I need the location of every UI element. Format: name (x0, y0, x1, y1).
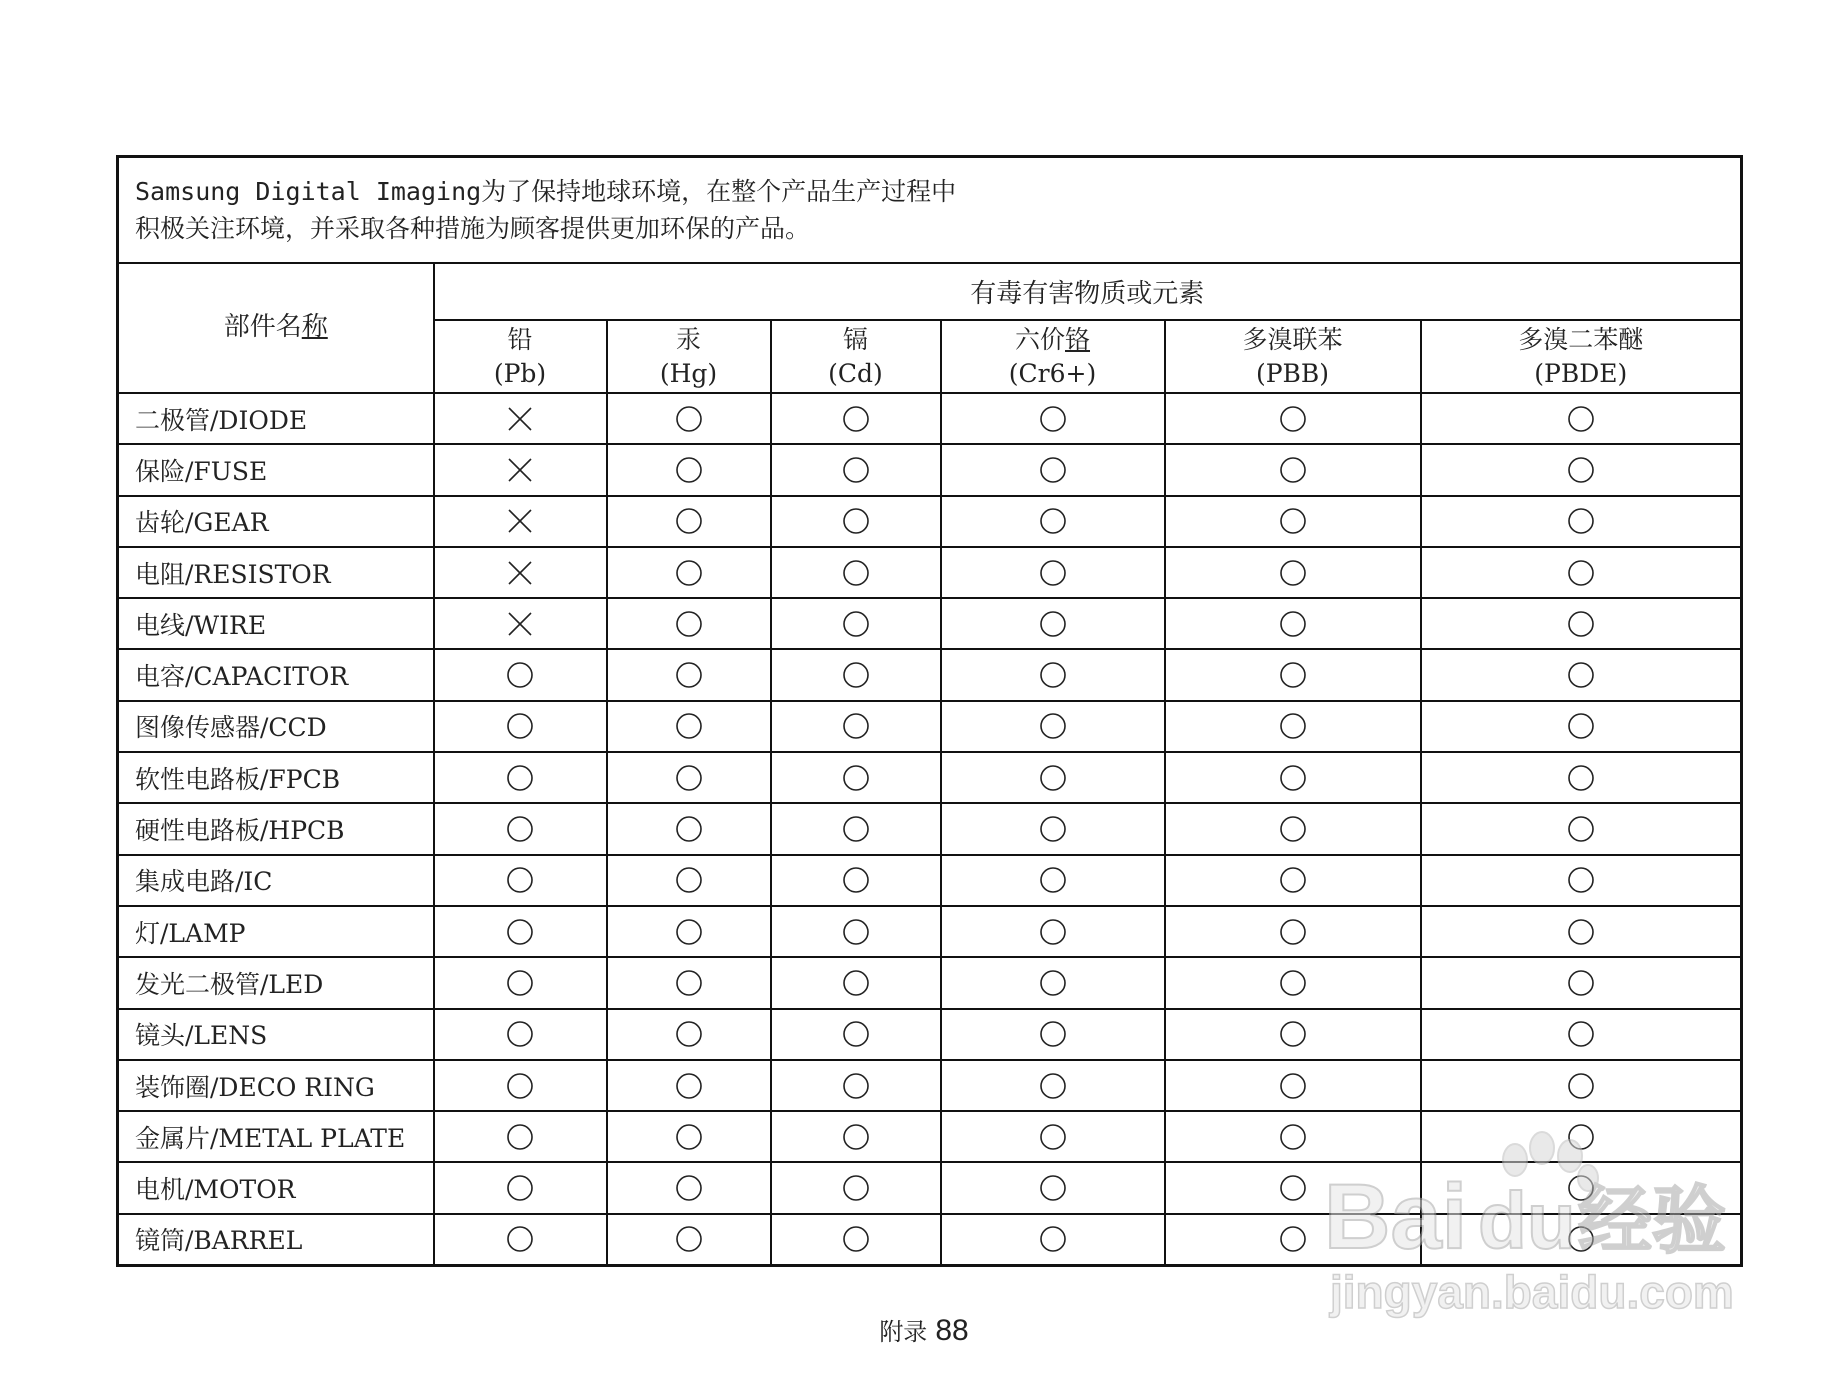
cross-icon (506, 610, 534, 638)
watermark-brand-2: du (1478, 1176, 1576, 1265)
table-row (118, 752, 1742, 803)
circle-icon (506, 918, 534, 946)
circle-icon (1279, 559, 1307, 587)
substance-cell (434, 701, 607, 752)
substance-cell (1165, 752, 1421, 803)
circle-icon (506, 969, 534, 997)
cross-icon (506, 507, 534, 535)
substance-header (941, 320, 1165, 393)
substance-cell (771, 1111, 941, 1162)
part-name-cell: 电机/MOTOR (118, 1162, 434, 1213)
substance-cell (434, 1111, 607, 1162)
appendix-label: 附录 (879, 1318, 928, 1346)
substance-cell (607, 957, 771, 1008)
substance-cell (771, 1009, 941, 1060)
table-row (118, 444, 1742, 495)
substance-cell (1421, 752, 1742, 803)
circle-icon (506, 661, 534, 689)
circle-icon (1039, 661, 1067, 689)
circle-icon (1039, 1174, 1067, 1202)
substance-cell (434, 1162, 607, 1213)
substance-cell (941, 906, 1165, 957)
part-name-cell: 镜头/LENS (118, 1009, 434, 1060)
circle-icon (1567, 1020, 1595, 1048)
substance-cell (607, 855, 771, 906)
circle-icon (675, 507, 703, 535)
substance-cell (1165, 803, 1421, 854)
table-row (118, 957, 1742, 1008)
substance-cell (607, 547, 771, 598)
circle-icon (1567, 1072, 1595, 1100)
substance-cell (771, 444, 941, 495)
table-row (118, 496, 1742, 547)
substance-cell (1421, 1060, 1742, 1111)
substance-cell (1421, 444, 1742, 495)
circle-icon (842, 1072, 870, 1100)
circle-icon (1039, 764, 1067, 792)
circle-icon (675, 1123, 703, 1151)
part-name-header (118, 263, 434, 393)
substance-cell (607, 1162, 771, 1213)
substance-cell (607, 496, 771, 547)
circle-icon (1279, 764, 1307, 792)
part-name-cell: 软性电路板/FPCB (118, 752, 434, 803)
circle-icon (1039, 456, 1067, 484)
substance-cell (771, 598, 941, 649)
circle-icon (1567, 456, 1595, 484)
circle-icon (842, 507, 870, 535)
substance-cell (434, 649, 607, 700)
substance-cell (1165, 598, 1421, 649)
substance-cell (1165, 547, 1421, 598)
circle-icon (1567, 764, 1595, 792)
circle-icon (842, 559, 870, 587)
circle-icon (1039, 815, 1067, 843)
substance-symbol: (PBDE) (1534, 358, 1628, 388)
substance-cell (607, 701, 771, 752)
part-name-cell: 镜筒/BARREL (118, 1214, 434, 1265)
part-name-cell: 集成电路/IC (118, 855, 434, 906)
substance-cell (607, 649, 771, 700)
cross-icon (506, 456, 534, 484)
substance-cell (941, 701, 1165, 752)
substance-cell (1165, 649, 1421, 700)
substance-name-text: 汞 (675, 324, 701, 354)
substance-name (1422, 323, 1741, 357)
substance-cell (434, 803, 607, 854)
substance-cell (1421, 1009, 1742, 1060)
watermark-cn: 经验 (1578, 1178, 1726, 1264)
substance-cell (771, 649, 941, 700)
circle-icon (506, 1123, 534, 1151)
circle-icon (842, 456, 870, 484)
part-name-cell: 二极管/DIODE (118, 393, 434, 444)
substance-cell (941, 1060, 1165, 1111)
substance-cell (607, 598, 771, 649)
substance-name-text: 多溴联苯 (1242, 324, 1343, 354)
substance-cell (434, 393, 607, 444)
circle-icon (1279, 507, 1307, 535)
part-name-header-underlined: 称 (301, 312, 328, 342)
substance-cell (1421, 855, 1742, 906)
circle-icon (506, 866, 534, 894)
circle-icon (842, 1020, 870, 1048)
substance-cell (607, 906, 771, 957)
substance-cell (771, 1060, 941, 1111)
watermark-url: jingyan.baidu.com (1330, 1266, 1734, 1318)
substance-cell (1421, 496, 1742, 547)
cross-icon (506, 559, 534, 587)
substance-cell (771, 803, 941, 854)
circle-icon (1567, 507, 1595, 535)
substance-name (942, 323, 1164, 357)
circle-icon (1279, 866, 1307, 894)
substance-cell (434, 752, 607, 803)
intro-line-1: Samsung Digital Imaging为了保持地球环境，在整个产品生产过程中 (135, 177, 957, 206)
substance-cell (1421, 547, 1742, 598)
substance-cell (607, 1060, 771, 1111)
table-row (118, 855, 1742, 906)
substance-cell (771, 547, 941, 598)
substance-cell (771, 496, 941, 547)
intro-statement (118, 157, 1742, 264)
hazardous-substance-table (116, 155, 1743, 1267)
substance-cell (434, 1214, 607, 1265)
substance-symbol: (Cr6+) (1008, 358, 1097, 388)
substance-cell (941, 598, 1165, 649)
circle-icon (1039, 712, 1067, 740)
circle-icon (1567, 712, 1595, 740)
circle-icon (506, 1072, 534, 1100)
circle-icon (1567, 661, 1595, 689)
substance-cell (434, 957, 607, 1008)
part-name-cell: 装饰圈/DECO RING (118, 1060, 434, 1111)
circle-icon (1279, 1020, 1307, 1048)
circle-icon (675, 661, 703, 689)
circle-icon (842, 969, 870, 997)
circle-icon (1279, 1123, 1307, 1151)
watermark-brand: Bai (1324, 1166, 1468, 1268)
part-name-cell: 硬性电路板/HPCB (118, 803, 434, 854)
circle-icon (1279, 1072, 1307, 1100)
substance-cell (607, 393, 771, 444)
substance-name-underlined: 铬 (1065, 324, 1091, 354)
page-number: 88 (935, 1314, 969, 1347)
substance-cell (941, 393, 1165, 444)
circle-icon (675, 559, 703, 587)
substance-cell (607, 1214, 771, 1265)
substance-cell (941, 752, 1165, 803)
part-name-cell: 金属片/METAL PLATE (118, 1111, 434, 1162)
substance-cell (607, 1009, 771, 1060)
circle-icon (1039, 559, 1067, 587)
part-name-header-text: 部件名 (223, 312, 302, 342)
circle-icon (1279, 456, 1307, 484)
part-name-cell: 图像传感器/CCD (118, 701, 434, 752)
substance-cell (771, 1162, 941, 1213)
table-row (118, 1060, 1742, 1111)
circle-icon (1039, 1123, 1067, 1151)
substance-name (435, 323, 606, 357)
substance-cell (941, 496, 1165, 547)
circle-icon (1039, 969, 1067, 997)
substance-group-header: 有毒有害物质或元素 (434, 263, 1742, 320)
substance-cell (771, 1214, 941, 1265)
substance-cell (434, 1060, 607, 1111)
circle-icon (675, 918, 703, 946)
part-name-cell: 电线/WIRE (118, 598, 434, 649)
substance-symbol: (Cd) (828, 358, 883, 388)
substance-cell (1165, 1009, 1421, 1060)
substance-cell (941, 444, 1165, 495)
circle-icon (1567, 405, 1595, 433)
circle-icon (1039, 405, 1067, 433)
circle-icon (842, 610, 870, 638)
substance-cell (1421, 957, 1742, 1008)
circle-icon (842, 815, 870, 843)
substance-cell (434, 547, 607, 598)
substance-cell (941, 855, 1165, 906)
table-row (118, 547, 1742, 598)
substance-cell (1165, 1060, 1421, 1111)
substance-cell (1421, 701, 1742, 752)
table-row (118, 906, 1742, 957)
substance-cell (1165, 496, 1421, 547)
circle-icon (842, 918, 870, 946)
table-row (118, 598, 1742, 649)
circle-icon (1279, 918, 1307, 946)
substance-name-text: 六价 (1014, 324, 1065, 354)
substance-cell (941, 1214, 1165, 1265)
circle-icon (1039, 1020, 1067, 1048)
table-row (118, 1009, 1742, 1060)
circle-icon (506, 1225, 534, 1253)
circle-icon (675, 1072, 703, 1100)
circle-icon (1279, 969, 1307, 997)
substance-cell (607, 752, 771, 803)
part-name-cell: 保险/FUSE (118, 444, 434, 495)
substance-cell (434, 906, 607, 957)
substance-header (1165, 320, 1421, 393)
substance-cell (1165, 444, 1421, 495)
circle-icon (506, 764, 534, 792)
part-name-cell: 发光二极管/LED (118, 957, 434, 1008)
substance-cell (771, 855, 941, 906)
circle-icon (842, 764, 870, 792)
circle-icon (1279, 1174, 1307, 1202)
circle-icon (842, 866, 870, 894)
circle-icon (1567, 969, 1595, 997)
circle-icon (1279, 661, 1307, 689)
circle-icon (1567, 610, 1595, 638)
circle-icon (1279, 1225, 1307, 1253)
circle-icon (675, 405, 703, 433)
substance-name-text: 多溴二苯醚 (1518, 324, 1644, 354)
substance-cell (771, 393, 941, 444)
substance-cell (1165, 906, 1421, 957)
substance-cell (941, 1162, 1165, 1213)
circle-icon (842, 405, 870, 433)
table-row (118, 803, 1742, 854)
substance-cell (771, 906, 941, 957)
substance-cell (434, 598, 607, 649)
circle-icon (506, 1174, 534, 1202)
substance-cell (771, 957, 941, 1008)
substance-cell (1421, 906, 1742, 957)
circle-icon (506, 1020, 534, 1048)
circle-icon (1279, 405, 1307, 433)
substance-cell (607, 803, 771, 854)
substance-cell (434, 444, 607, 495)
substance-cell (941, 649, 1165, 700)
circle-icon (1567, 918, 1595, 946)
table-row (118, 701, 1742, 752)
substance-header (771, 320, 941, 393)
circle-icon (1567, 866, 1595, 894)
substance-cell (1421, 598, 1742, 649)
table-row (118, 649, 1742, 700)
substance-name-text: 铅 (507, 324, 533, 354)
substance-cell (771, 752, 941, 803)
circle-icon (506, 712, 534, 740)
circle-icon (842, 1123, 870, 1151)
substance-cell (1165, 855, 1421, 906)
circle-icon (1039, 610, 1067, 638)
substance-name (608, 323, 770, 357)
substance-header (434, 320, 607, 393)
circle-icon (842, 1174, 870, 1202)
circle-icon (1039, 918, 1067, 946)
circle-icon (675, 712, 703, 740)
substance-header (1421, 320, 1742, 393)
substance-cell (434, 1009, 607, 1060)
substance-cell (941, 803, 1165, 854)
baidu-watermark (1320, 1120, 1760, 1320)
substance-cell (771, 701, 941, 752)
substance-symbol: (Pb) (493, 358, 547, 388)
substance-cell (607, 1111, 771, 1162)
cross-icon (506, 405, 534, 433)
circle-icon (1279, 815, 1307, 843)
circle-icon (675, 764, 703, 792)
substance-cell (607, 444, 771, 495)
part-name-cell: 齿轮/GEAR (118, 496, 434, 547)
circle-icon (1279, 712, 1307, 740)
part-name-cell: 电阻/RESISTOR (118, 547, 434, 598)
substance-symbol: (PBB) (1255, 358, 1330, 388)
circle-icon (675, 1174, 703, 1202)
substance-cell (1165, 957, 1421, 1008)
circle-icon (506, 815, 534, 843)
circle-icon (1039, 1072, 1067, 1100)
circle-icon (842, 1225, 870, 1253)
circle-icon (675, 610, 703, 638)
circle-icon (842, 712, 870, 740)
table-row (118, 393, 1742, 444)
intro-line-2: 积极关注环境，并采取各种措施为顾客提供更加环保的产品。 (135, 214, 811, 243)
substance-cell (941, 1111, 1165, 1162)
substance-cell (941, 957, 1165, 1008)
circle-icon (675, 866, 703, 894)
circle-icon (1567, 815, 1595, 843)
circle-icon (1039, 1225, 1067, 1253)
substance-cell (1421, 393, 1742, 444)
circle-icon (675, 1225, 703, 1253)
substance-cell (941, 1009, 1165, 1060)
substance-cell (434, 496, 607, 547)
circle-icon (1567, 559, 1595, 587)
substance-cell (434, 855, 607, 906)
circle-icon (675, 456, 703, 484)
circle-icon (675, 969, 703, 997)
substance-cell (1421, 649, 1742, 700)
substance-name (772, 323, 940, 357)
circle-icon (1279, 610, 1307, 638)
part-name-cell: 灯/LAMP (118, 906, 434, 957)
circle-icon (675, 815, 703, 843)
substance-cell (1421, 803, 1742, 854)
substance-symbol: (Hg) (659, 358, 718, 388)
circle-icon (842, 661, 870, 689)
substance-name-text: 镉 (842, 324, 868, 354)
substance-cell (1165, 701, 1421, 752)
circle-icon (1039, 507, 1067, 535)
circle-icon (1039, 866, 1067, 894)
circle-icon (675, 1020, 703, 1048)
substance-cell (1165, 393, 1421, 444)
substance-name (1166, 323, 1420, 357)
substance-header (607, 320, 771, 393)
part-name-cell: 电容/CAPACITOR (118, 649, 434, 700)
substance-cell (941, 547, 1165, 598)
